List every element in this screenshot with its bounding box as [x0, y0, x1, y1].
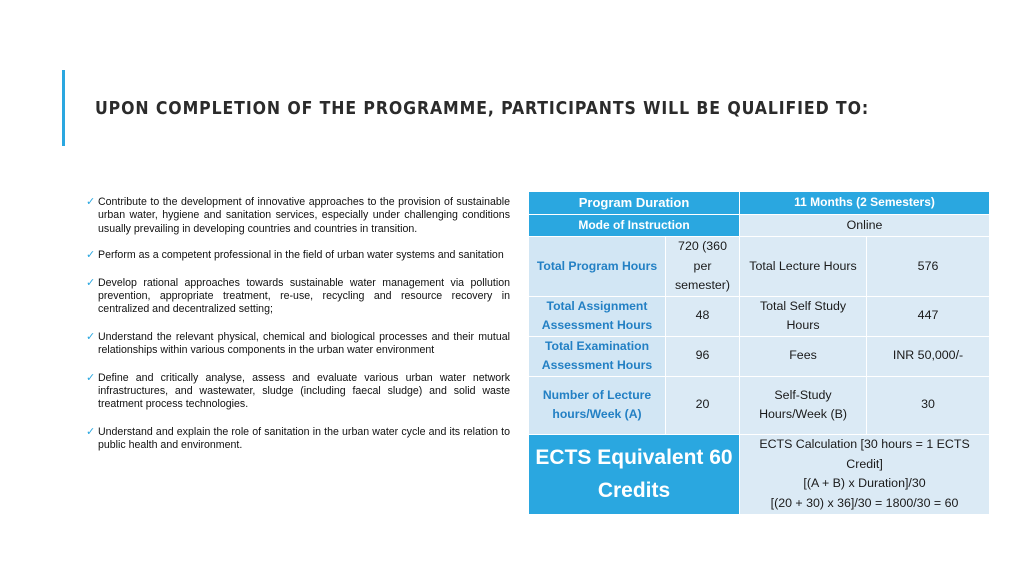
- exam-hours-value: 96: [666, 336, 740, 376]
- title-accent-bar: [62, 70, 65, 146]
- ects-calc-result: [(20 + 30) x 36]/30 = 1800/30 = 60: [770, 495, 959, 510]
- check-icon: ✓: [86, 196, 96, 208]
- self-week-value: 30: [867, 376, 990, 434]
- exam-hours-label: Total Examination Assessment Hours: [529, 336, 666, 376]
- list-item: ✓ Develop rational approaches towards sustainable water management via pollution prevention, appropriate treatment, re-use, recycling and resource recovery in centralized and decentralized setting;: [86, 276, 510, 316]
- total-hours-label: Total Program Hours: [529, 237, 666, 297]
- list-item: ✓ Define and critically analyse, assess and evaluate various urban water network infrastructures, and wastewater, sludge (including faecal sludge) and solid waste treatment process technologies.: [86, 371, 510, 411]
- list-item: ✓ Perform as a competent professional in the field of urban water systems and sanitation: [86, 249, 504, 262]
- list-item: ✓ Understand the relevant physical, chemical and biological processes and their mutual relationships within various components in the urban water environment: [86, 330, 510, 357]
- self-study-hours-label: Total Self Study Hours: [740, 296, 867, 336]
- check-icon: ✓: [86, 371, 96, 384]
- list-item: ✓ Understand and explain the role of sanitation in the urban water cycle and its relation to public health and environment.: [86, 425, 510, 452]
- lecture-week-label: Number of Lecture hours/Week (A): [529, 376, 666, 434]
- program-info-table: [528, 191, 990, 515]
- list-item: ✓ Contribute to the development of innovative approaches to the provision of sustainable urban water, hygiene and sanitation services, especially under challenging conditions usually prevailing in developing countries and countries in transition.: [86, 196, 510, 235]
- total-hours-value: 720 (360 per semester): [666, 237, 740, 297]
- check-icon: ✓: [86, 330, 96, 343]
- fees-label: Fees: [740, 336, 867, 376]
- ects-calculation: [740, 434, 990, 514]
- check-icon: ✓: [86, 276, 96, 289]
- ects-equivalent: ECTS Equivalent 60 Credits: [529, 434, 740, 514]
- ects-calc-formula: [(A + B) x Duration]/30: [803, 476, 926, 490]
- lecture-week-value: 20: [666, 376, 740, 434]
- assignment-hours-value: 48: [666, 296, 740, 336]
- lecture-hours-label: Total Lecture Hours: [740, 237, 867, 297]
- ects-calc-title: ECTS Calculation [30 hours = 1 ECTS Credit]: [759, 437, 970, 471]
- check-icon: ✓: [86, 249, 96, 262]
- mode-value: Online: [740, 215, 990, 237]
- program-duration-label: Program Duration: [529, 192, 740, 215]
- fees-value: INR 50,000/-: [867, 336, 990, 376]
- program-duration-value: 11 Months (2 Semesters): [740, 192, 990, 215]
- page-title: UPON COMPLETION OF THE PROGRAMME, PARTICIPANTS WILL BE QUALIFIED TO:: [95, 99, 870, 119]
- qualification-list: [86, 196, 510, 467]
- self-study-hours-value: 447: [867, 296, 990, 336]
- lecture-hours-value: 576: [867, 237, 990, 297]
- mode-label: Mode of Instruction: [529, 215, 740, 237]
- check-icon: ✓: [86, 425, 96, 438]
- assignment-hours-label: Total Assignment Assessment Hours: [529, 296, 666, 336]
- self-week-label: Self-Study Hours/Week (B): [740, 376, 867, 434]
